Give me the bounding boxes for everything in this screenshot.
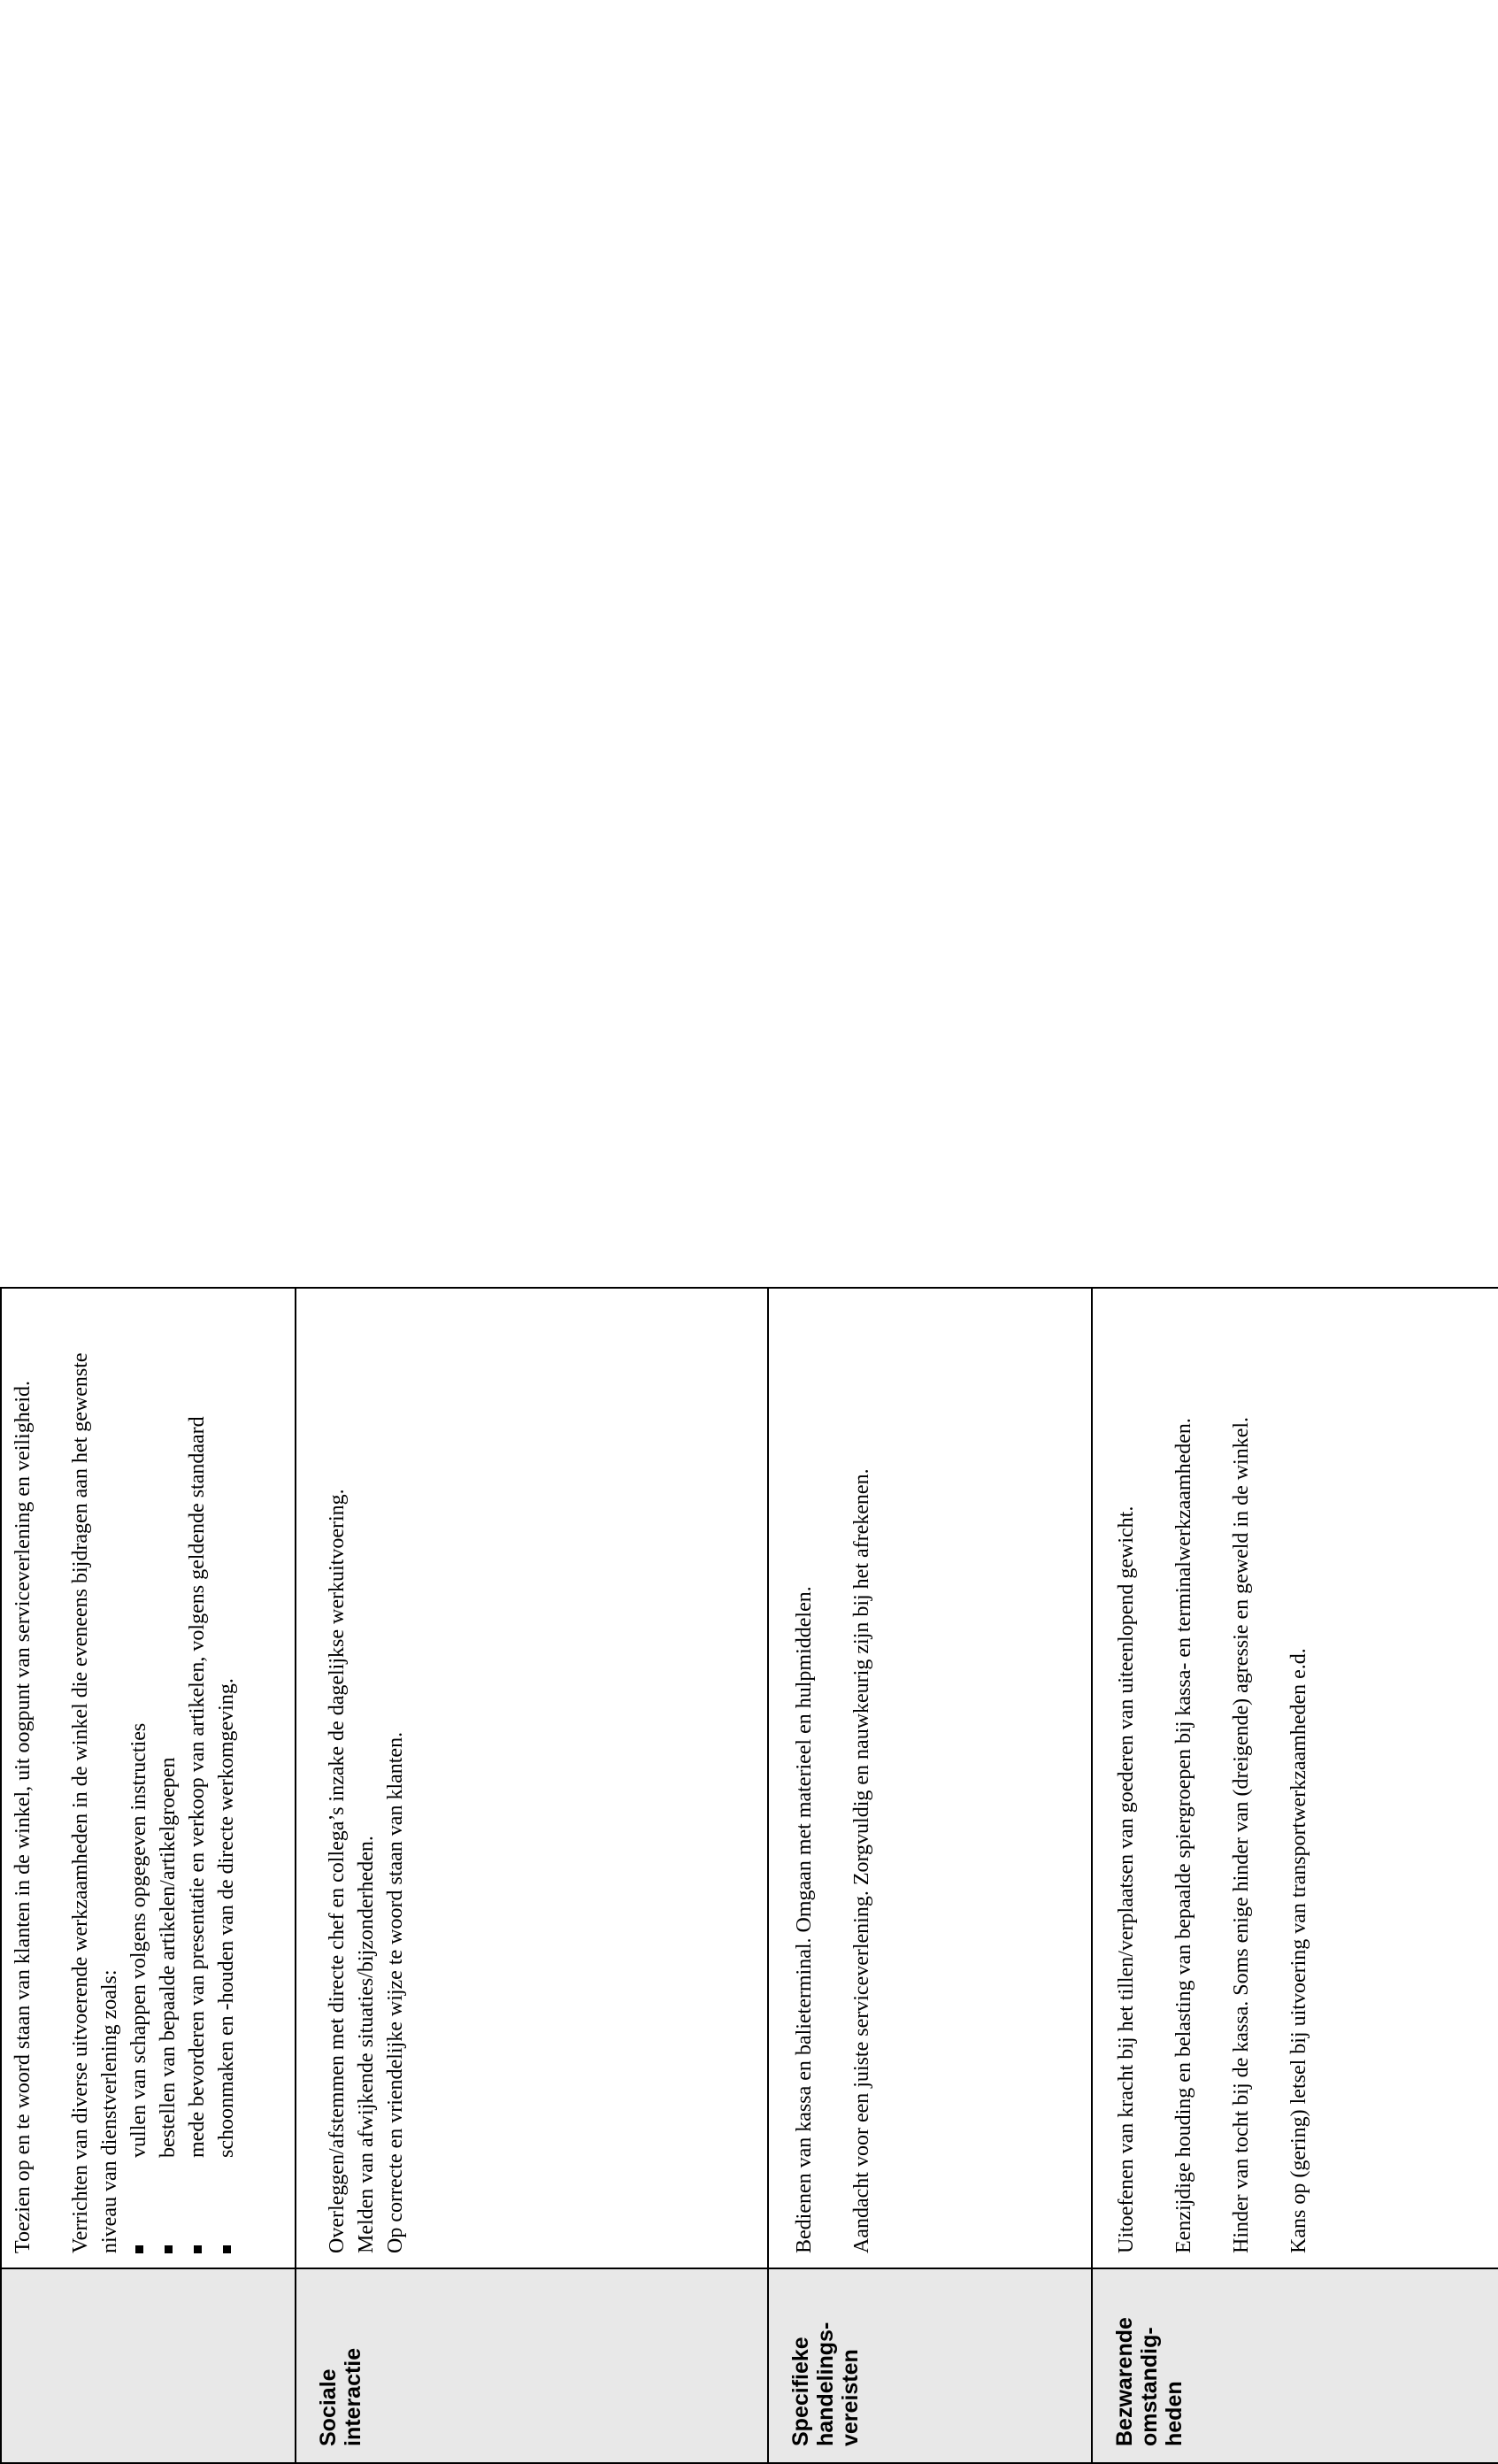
paragraph: Bedienen van kassa en balieterminal. Omgaan met materieel en hulpmiddelen. — [793, 1586, 816, 2253]
table-row-social-interaction — [296, 1288, 768, 2463]
bullet-icon — [194, 2245, 202, 2253]
task-list — [125, 1301, 242, 2253]
row-label-cell-tasks — [1, 2268, 296, 2463]
row-label: Specifieke handelings-vereisten — [788, 2322, 863, 2446]
specific-requirements-content — [769, 1289, 877, 2268]
social-interaction-content — [296, 1289, 411, 2268]
bullet-icon — [135, 2245, 143, 2253]
row-label-cell-social-interaction — [296, 2268, 768, 2463]
row-label: Sociale interactie — [316, 2347, 365, 2446]
list-item-text: bestellen van bepaalde artikelen/artikelgroepen — [157, 1757, 180, 2158]
list-item — [125, 1301, 154, 2253]
paragraph: Uitoefenen van kracht bij het tillen/verplaatsen van goederen van uiteenlopend gewicht. — [1115, 1505, 1138, 2253]
tasks-content — [2, 1289, 242, 2268]
table-row-adverse-conditions — [1092, 1288, 1498, 2463]
bullet-icon — [165, 2245, 173, 2253]
line: Overleggen/afstemmen met directe chef en collega’s inzake de dagelijkse werkuitvoering. — [326, 1489, 349, 2253]
paragraph: Hinder van tocht bij de kassa. Soms enige hinder van (dreigende) agressie en geweld in de winkel. — [1230, 1416, 1253, 2253]
line: Op correcte en vriendelijke wijze te woord staan van klanten. — [384, 1731, 407, 2253]
list-item — [212, 1301, 242, 2253]
table-row-specific-requirements — [768, 1288, 1092, 2463]
list-item — [183, 1301, 212, 2253]
row-label-cell-specific-requirements — [768, 2268, 1092, 2463]
row-content-cell-adverse-conditions — [1092, 1288, 1498, 2268]
row-content-cell-social-interaction — [296, 1288, 768, 2268]
paragraph: Toezien op en te woord staan van klanten in de winkel, uit oogpunt van serviceverlening en veiligheid. — [12, 1380, 35, 2253]
paragraph: Kans op (gering) letsel bij uitvoering van transportwerkzaamheden e.d. — [1287, 1648, 1310, 2253]
line: Melden van afwijkende situaties/bijzonderheden. — [355, 1836, 378, 2253]
rotated-page — [0, 1289, 1498, 2464]
row-content-cell-specific-requirements — [768, 1288, 1092, 2268]
list-item-text: vullen van schappen volgens opgegeven instructies — [127, 1722, 150, 2158]
paragraph: Verrichten van diverse uitvoerende werkzaamheden in de winkel die eveneens bijdragen aan het gewenste niveau van dienstverlening zoals: — [69, 1352, 121, 2253]
paragraph: Aandacht voor een juiste serviceverlening. Zorgvuldig en nauwkeurig zijn bij het afrekenen. — [850, 1468, 873, 2253]
paragraph: Eenzijdige houding en belasting van bepaalde spiergroepen bij kassa- en terminalwerkzaamheden. — [1172, 1418, 1195, 2253]
adverse-conditions-content — [1093, 1289, 1314, 2268]
list-item-text: mede bevorderen van presentatie en verkoop van artikelen, volgens geldende standaard — [186, 1416, 209, 2158]
row-label: Bezwarende omstandig-heden — [1112, 2317, 1187, 2446]
table-row-tasks — [1, 1288, 296, 2463]
list-item-text: schoonmaken en -houden van de directe werkomgeving. — [215, 1678, 238, 2158]
bullet-icon — [223, 2245, 231, 2253]
row-label-cell-adverse-conditions — [1092, 2268, 1498, 2463]
job-profile-table — [0, 1287, 1498, 2464]
list-item — [154, 1301, 183, 2253]
row-content-cell-tasks — [1, 1288, 296, 2268]
